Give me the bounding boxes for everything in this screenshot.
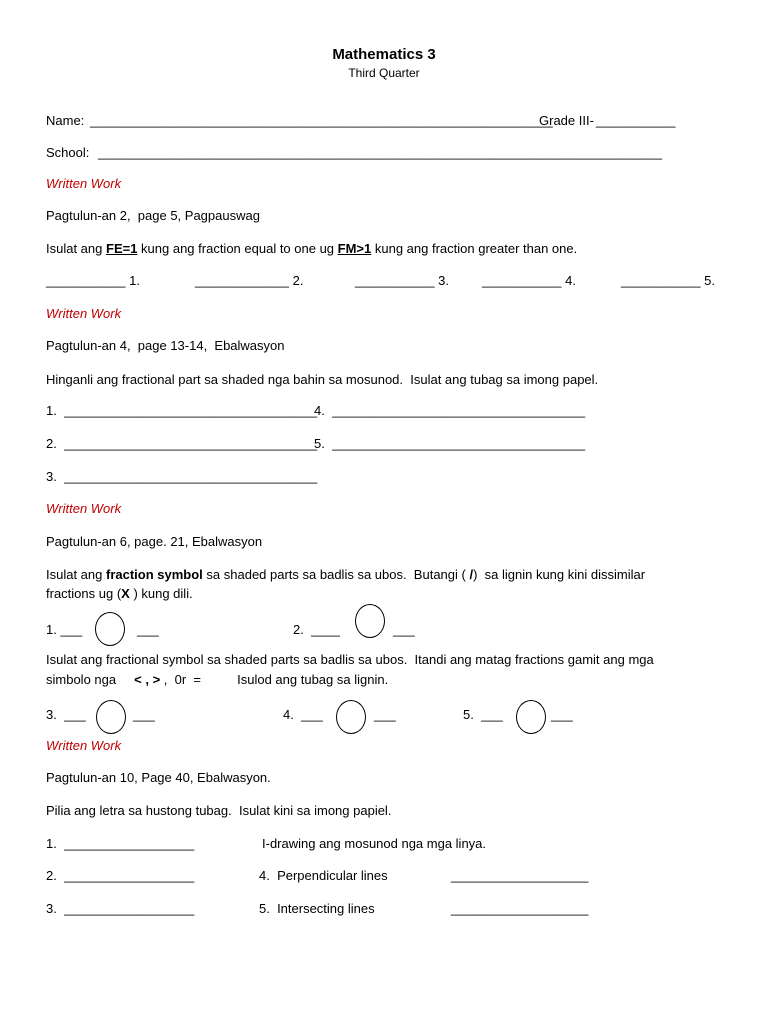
perpendicular-field[interactable]: ___________________: [451, 868, 589, 883]
compare-blank-3[interactable]: 3. ___: [46, 707, 86, 722]
section4-lesson: Pagtulun-an 10, Page 40, Ebalwasyon.: [46, 770, 271, 785]
answer-line-1[interactable]: 1. ___________________________________: [46, 403, 318, 418]
fraction-blank-1[interactable]: 1. ___: [46, 622, 83, 637]
section3-instruction-1: Isulat ang fraction symbol sa shaded parts sa badlis sa ubos. Butangi ( /) sa lignin kung kini dissimilar: [46, 567, 646, 582]
section3-lesson: Pagtulun-an 6, page. 21, Ebalwasyon: [46, 534, 263, 549]
section3-heading: Written Work: [46, 501, 122, 516]
perpendicular-label: 4. Perpendicular lines: [259, 868, 388, 883]
answer-blank-3[interactable]: ___________ 3.: [355, 273, 449, 288]
compare-blank-5[interactable]: 5. ___: [463, 707, 503, 722]
fraction-blank-1b[interactable]: ___: [137, 622, 159, 637]
section3-instruction-2: Isulat ang fractional symbol sa shaded parts sa badlis sa ubos. Itandi ang matag fractions gamit ang mga: [46, 652, 654, 667]
answer-blank-2[interactable]: _____________ 2.: [195, 273, 304, 288]
name-field[interactable]: ________________________________________________________________: [90, 113, 553, 128]
name-label: Name:: [46, 113, 85, 128]
answer-line-4[interactable]: 4. ___________________________________: [314, 403, 586, 418]
section1-instruction: Isulat ang FE=1 kung ang fraction equal to one ug FM>1 kung ang fraction greater than one.: [46, 241, 578, 256]
section4-instruction: Pilia ang letra sa hustong tubag. Isulat kini sa imong papiel.: [46, 803, 392, 818]
compare-blank-4b[interactable]: ___: [374, 707, 396, 722]
oval-shape-4: [336, 700, 366, 734]
drawing-note: I-drawing ang mosunod nga mga linya.: [262, 836, 487, 851]
choice-blank-2[interactable]: 2. __________________: [46, 868, 195, 883]
school-field[interactable]: ______________________________________________________________________________: [98, 145, 662, 160]
fraction-blank-2[interactable]: 2. ____: [293, 622, 340, 637]
section3-instruction-2b: simbolo nga < , > , 0r = Isulod ang tubag sa lignin.: [46, 672, 389, 687]
answer-line-5[interactable]: 5. ___________________________________: [314, 436, 586, 451]
school-label: School:: [46, 145, 90, 160]
grade-field[interactable]: ___________: [596, 113, 676, 128]
section1-lesson: Pagtulun-an 2, page 5, Pagpauswag: [46, 208, 260, 223]
section2-lesson: Pagtulun-an 4, page 13-14, Ebalwasyon: [46, 338, 285, 353]
fe-code: FE=1: [106, 241, 138, 256]
answer-blank-5[interactable]: ___________ 5.: [621, 273, 715, 288]
answer-line-2[interactable]: 2. ___________________________________: [46, 436, 318, 451]
compare-blank-3b[interactable]: ___: [133, 707, 155, 722]
grade-label: Grade III-: [539, 113, 594, 128]
oval-shape-2: [355, 604, 385, 638]
choice-blank-1[interactable]: 1. __________________: [46, 836, 195, 851]
intersecting-field[interactable]: ___________________: [451, 901, 589, 916]
intersecting-label: 5. Intersecting lines: [259, 901, 375, 916]
section1-heading: Written Work: [46, 176, 122, 191]
compare-blank-5b[interactable]: ___: [551, 707, 573, 722]
answer-blank-4[interactable]: ___________ 4.: [482, 273, 576, 288]
compare-blank-4[interactable]: 4. ___: [283, 707, 323, 722]
oval-shape-3: [96, 700, 126, 734]
section3-instruction-1b: fractions ug (X ) kung dili.: [46, 586, 193, 601]
fraction-blank-2b[interactable]: ___: [393, 622, 415, 637]
fm-code: FM>1: [337, 241, 372, 256]
page-title: Mathematics 3: [332, 46, 436, 63]
section2-instruction: Hinganli ang fractional part sa shaded nga bahin sa mosunod. Isulat ang tubag sa imong papel.: [46, 372, 599, 387]
page-subtitle: Third Quarter: [348, 66, 420, 80]
section4-heading: Written Work: [46, 738, 122, 753]
section2-heading: Written Work: [46, 306, 122, 321]
answer-blank-1[interactable]: ___________ 1.: [46, 273, 140, 288]
choice-blank-3[interactable]: 3. __________________: [46, 901, 195, 916]
answer-line-3[interactable]: 3. ___________________________________: [46, 469, 318, 484]
oval-shape-1: [95, 612, 125, 646]
oval-shape-5: [516, 700, 546, 734]
